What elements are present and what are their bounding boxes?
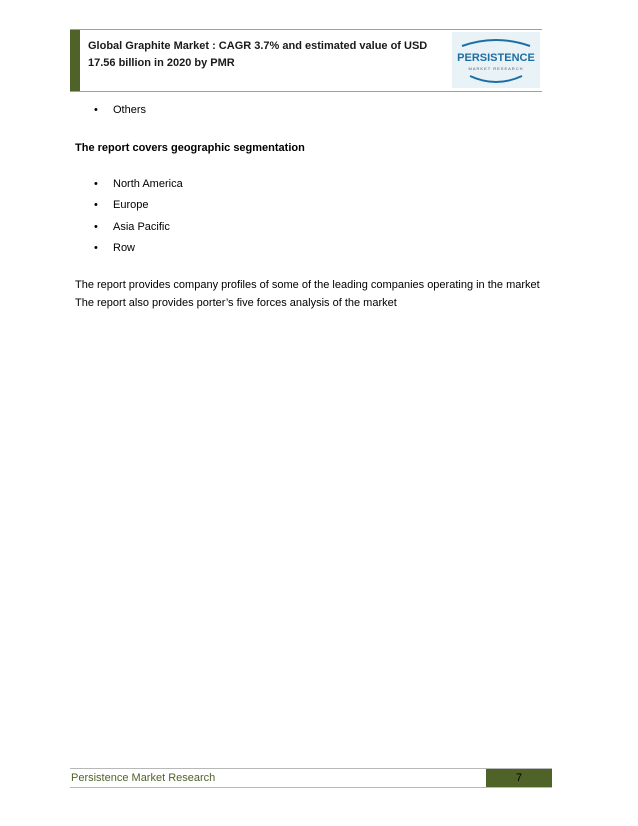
list-item: • Others <box>75 100 575 122</box>
page-footer <box>70 768 552 788</box>
header-accent-bar <box>70 30 80 91</box>
section-heading: The report covers geographic segmentation <box>75 141 305 154</box>
paragraph-company-profiles: The report provides company profiles of some of the leading companies operating in the market <box>75 278 540 291</box>
region-list <box>75 174 575 260</box>
bullet-icon: • <box>94 177 98 190</box>
bullet-icon: • <box>94 242 98 254</box>
product-list <box>75 100 575 122</box>
header-title: Global Graphite Market : CAGR 3.7% and estimated value of USD 17.56 billion in 2020 by PMR <box>88 40 428 69</box>
logo-wordmark: PERSISTENCE <box>457 52 535 64</box>
bullet-icon: • <box>94 199 98 211</box>
page-header <box>70 29 542 92</box>
bullet-icon: • <box>94 220 98 233</box>
paragraph-porter-analysis: The report also provides porter’s five forces analysis of the market <box>75 296 397 309</box>
logo-subtext: MARKET RESEARCH <box>468 66 524 71</box>
page-number: 7 <box>486 769 552 787</box>
list-item: • North America <box>75 174 575 196</box>
bullet-icon: • <box>94 104 98 116</box>
footer-company: Persistence Market Research <box>71 772 216 784</box>
list-item: • Asia Pacific <box>75 217 575 239</box>
persistence-logo <box>452 32 540 88</box>
list-item: • Row <box>75 238 575 260</box>
list-item: • Europe <box>75 195 575 217</box>
document-body <box>75 100 575 312</box>
